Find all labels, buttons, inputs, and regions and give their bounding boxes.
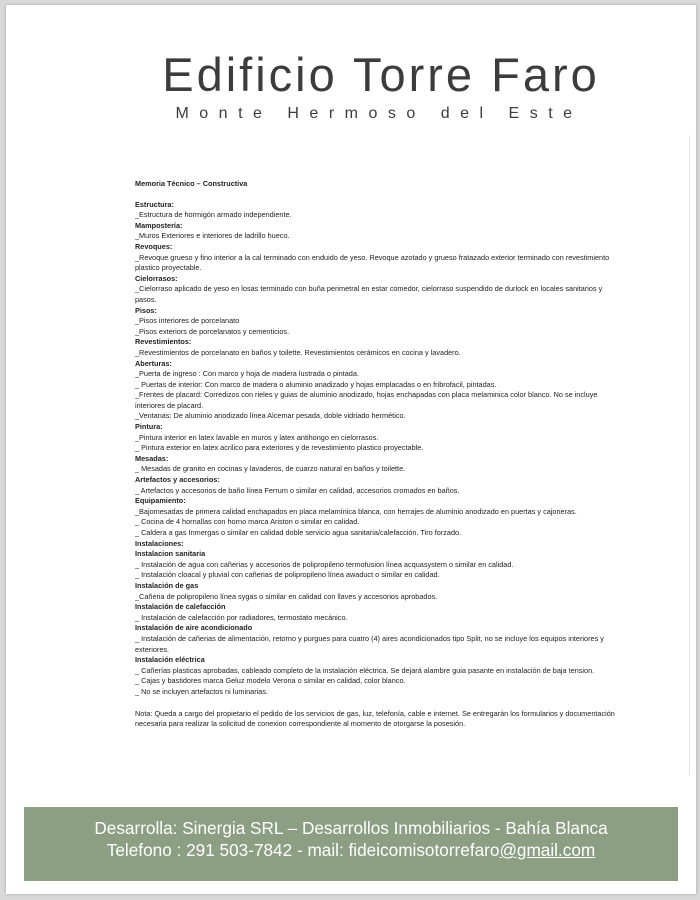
memo-section-heading: Mampostería: — [135, 220, 183, 230]
memo-line: _ Pintura exterior en latex acrilico para exteriores y de revestimiento plastico proyectable. — [135, 443, 424, 453]
memo-line: _Frentes de placard: Corredizos con rieles y guias de aluminio anodizado, hojas enchapadas con placa melaminica color blanco. No se incluye interiores de placard. — [135, 390, 598, 410]
document-page — [6, 5, 696, 894]
memo-line: _ Cocina de 4 hornallas con horno marca Ariston o similar en calidad. — [135, 517, 360, 527]
memo-section-heading: Aberturas: — [135, 358, 172, 368]
memo-section-heading: Revoques: — [135, 241, 173, 251]
memo-section-heading: Cielorrasos: — [135, 273, 178, 283]
memo-line: _ Puertas de interior: Con marco de madera o aluminio anadizado y hojas emplacadas o en fribrofacil, pintadas. — [135, 379, 497, 389]
memo-section-heading: Artefactos y accesorios: — [135, 475, 220, 485]
developer-footer — [24, 807, 678, 881]
memo-line: _Pisos interiores de porcelanato — [135, 316, 240, 326]
memo-line: _ Instalación cloacal y pluvial con cañerias de polipropileno línea awaduct o similar en calidad. — [135, 570, 440, 580]
location-subtitle: Monte Hermoso del Este — [175, 105, 583, 122]
memo-line: _Puerta de ingreso : Con marco y hoja de madera lustrada o pintada. — [135, 369, 359, 379]
memo-line: _ Instalación de calefacción por radiadores, termostato mecánico. — [135, 612, 348, 622]
memo-line: _Pintura interior en latex lavable en muros y latex antihongo en cielorrasos. — [135, 432, 379, 442]
memo-section-heading: Estructura: — [135, 199, 174, 209]
technical-memo — [135, 179, 617, 730]
memo-line: _Bajomesadas de primera calidad enchapados en placa melamínica blanca, con herrajes de aluminio anodizado en puertas y cajoneras. — [135, 506, 577, 516]
memo-note: Nota: Queda a cargo del propietario el pedido de los servicios de gas, luz, telefonía, cable e internet. Se entregarán los formularios y documentación necesaria para realizar la solicitud de conexion correspondiente al momento de otorgarse la posesión. — [135, 708, 615, 729]
email-link[interactable]: @gmail.com — [499, 840, 596, 860]
memo-section-heading: Pintura: — [135, 422, 163, 432]
memo-line: _ Instalación de cañerias de alimentación, retorno y purgues para cuatro (4) aires acondicionados tipo Split, no se incluye los equipos interiores y exteriores. — [135, 633, 604, 654]
memo-line: _ Caldera a gas Inmergas o similar en calidad doble servicio agua sanitaria/calefacción. Tiro forzado. — [135, 528, 462, 537]
memo-line: _ Artefactos y accesorios de baño línea Ferrum o similar en calidad, accesorios cromados en baños. — [135, 485, 460, 495]
memo-line: _Revestimientos de porcelanato en baños y toilette. Revestimientos cerámicos en cocina y lavadero. — [135, 347, 461, 357]
developer-line: Desarrolla: Sinergia SRL – Desarrollos Inmobiliarios - Bahía Blanca — [94, 818, 608, 838]
memo-line: _Cielorraso aplicado de yeso en losas terminado con buña perimetral en estar comedor, cielorraso suspendido de durlock en locales sanitarios y pasos. — [135, 284, 603, 304]
page-edge-line — [689, 135, 690, 775]
memo-line: _Ventanas: De aluminio anodizado línea Alcemar pesada, doble vidriado hermético. — [135, 411, 406, 421]
memo-line: _Revoque grueso y fino interior a la cal terminado con enduido de yeso. Revoque azotado y grueso fratazado exterior terminado con revestimiento plastico proyectable. — [135, 252, 610, 273]
memo-line: _Cañeria de polipropileno línea sygas o similar en calidad con llaves y accesorios aprobados. — [135, 591, 438, 601]
memo-section-heading: Revestimientos: — [135, 337, 192, 347]
memo-section-heading: Equipamiento: — [135, 496, 186, 506]
memo-line: _Muros Exteriores e interiores de ladrillo hueco. — [135, 231, 290, 241]
memo-section-heading: Pisos: — [135, 305, 157, 315]
contact-text: Telefono : 291 503-7842 - mail: fideicomisotorrefaro — [106, 840, 500, 860]
memo-section-heading: Instalación eléctrica — [135, 655, 205, 665]
memo-section-heading: Instalación de aire acondicionado — [135, 623, 253, 633]
memo-line: _ Cajas y bastidores marca Geluz modelo Verona o similar en calidad, color blanco. — [135, 676, 406, 686]
memo-section-heading: Instalación de gas — [135, 580, 199, 590]
memo-line: _Estructura de hormigón armado independiente. — [135, 210, 292, 220]
memo-section-heading: Instalación de calefacción — [135, 602, 226, 612]
memo-line: _ Instalación de agua con cañerias y accesorios de polipropileno termofusion línea acquasystem o similar en calidad. — [135, 559, 514, 569]
memo-line: _Pisos exteriors de porcelanatos y cementicios. — [135, 326, 290, 336]
memo-section-heading: Instalacion sanitaria — [135, 549, 206, 559]
memo-body — [135, 200, 617, 698]
memo-line: _ Mesadas de granito en cocinas y lavaderos, de cuarzo natural en baños y toilette. — [135, 464, 406, 474]
memo-section-heading: Instalaciones: — [135, 538, 184, 548]
building-title: Edificio Torre Faro — [162, 48, 600, 101]
memo-title: Memoria Técnico – Constructiva — [135, 179, 248, 188]
contact-line — [24, 840, 678, 861]
memo-section-heading: Mesadas: — [135, 453, 169, 463]
memo-line: _ No se incluyen artefactos ni luminarias. — [135, 686, 269, 696]
memo-line: _ Cañerías plasticas aprobadas, cableado completo de la instalación eléctrica. Se dejará alambre guia pasante en instalación de baja tension. — [135, 665, 595, 675]
